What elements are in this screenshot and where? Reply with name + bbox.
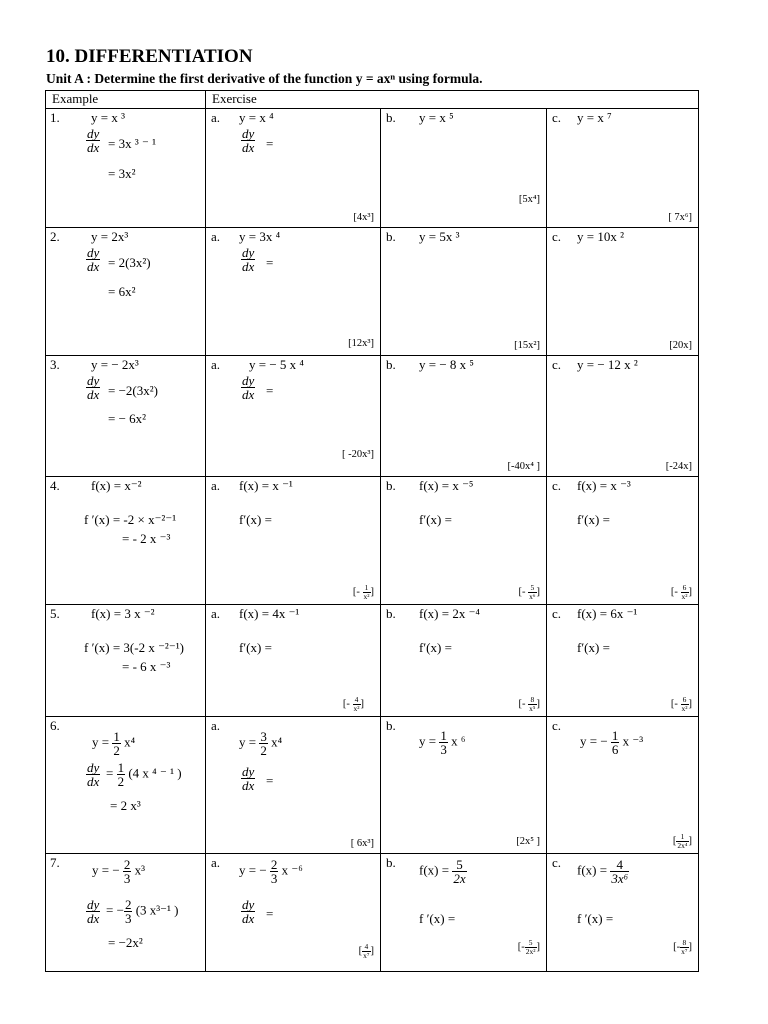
answer-key: [2x⁵ ] <box>516 836 540 847</box>
answer-key: [- $\frac{8}{\text{x⁷}}$ ] <box>673 938 693 956</box>
exercise-cell-a <box>206 228 381 356</box>
exercise-cell-a <box>206 605 381 717</box>
answer-key: [- $\frac{4}{\text{x²}}$ ] <box>342 695 364 713</box>
example-function: y = − 2x³ <box>91 357 139 372</box>
item-label: b. <box>386 606 396 621</box>
item-label: c. <box>552 478 562 493</box>
example-number: 6. <box>50 718 60 733</box>
exercise-cell-c <box>547 477 699 605</box>
item-label: b. <box>386 110 396 125</box>
example-derivative: = $\frac{1}{2}$ (4 x ⁴ ⁻ ¹ ) <box>106 760 182 789</box>
exercise-function: y = − 5 x ⁴ <box>249 357 304 372</box>
derivative-blank: = <box>266 383 274 398</box>
unit-instruction: Unit A : Determine the first derivative of the function y = axⁿ using formula. <box>46 71 483 86</box>
exercise-cell-c <box>547 228 699 356</box>
exercise-cell-a <box>206 356 381 477</box>
example-derivative: = − $\frac{2}{3}$ (3 x³⁻¹ ) <box>106 897 179 926</box>
item-label: c. <box>552 110 562 125</box>
derivative-blank: = <box>266 773 274 788</box>
table-row <box>46 717 699 854</box>
example-function: f(x) = x⁻² <box>91 478 142 493</box>
example-cell <box>46 605 206 717</box>
exercise-function: y = − 12 x ² <box>577 357 638 372</box>
dydx-fraction: $\frac{dy}{dx}$ <box>87 245 100 274</box>
exercise-function: y = x ⁵ <box>419 110 454 125</box>
answer-key: [ $\frac{1}{\text{2x⁴}}$ ] <box>672 832 693 850</box>
derivative-blank: f ′(x) = <box>577 911 614 926</box>
answer-key: [12x³] <box>348 338 374 349</box>
dydx-fraction: $\frac{dy}{dx}$ <box>242 373 255 402</box>
item-label: a. <box>211 110 221 125</box>
exercise-cell-b <box>381 477 547 605</box>
item-label: b. <box>386 855 396 870</box>
example-function: y = − $\frac{2}{3}$ x³ <box>92 857 146 886</box>
answer-key: [- $\frac{6}{\text{x²}}$ ] <box>670 695 693 713</box>
example-result: = −2x² <box>108 935 143 950</box>
example-number: 1. <box>50 110 60 125</box>
exercise-cell-a <box>206 717 381 854</box>
exercise-table <box>45 90 699 972</box>
dydx-fraction: $\frac{dy}{dx}$ <box>242 897 255 926</box>
answer-key: [-24x] <box>665 461 693 472</box>
item-label: c. <box>552 357 562 372</box>
example-number: 7. <box>50 855 60 870</box>
answer-key: [- $\frac{5}{\text{2x²}}$ ] <box>517 938 540 956</box>
header-exercise: Exercise <box>206 91 699 109</box>
exercise-function: y = − $\frac{2}{3}$ x ⁻⁶ <box>239 857 303 886</box>
example-result: = - 6 x ⁻³ <box>122 659 171 674</box>
answer-key: [15x²] <box>514 340 540 351</box>
table-row <box>46 228 699 356</box>
exercise-cell-c <box>547 854 699 972</box>
example-number: 5. <box>50 606 60 621</box>
derivative-blank: f′(x) = <box>239 640 272 655</box>
exercise-cell-a <box>206 477 381 605</box>
answer-key: [-40x⁴ ] <box>507 461 540 472</box>
item-label: a. <box>211 229 221 244</box>
dydx-fraction: $\frac{dy}{dx}$ <box>87 897 100 926</box>
answer-key: [20x] <box>669 340 693 351</box>
exercise-function: f(x) = 4x ⁻¹ <box>239 606 300 621</box>
header-example: Example <box>46 91 206 109</box>
example-cell <box>46 717 206 854</box>
exercise-function: f(x) = $\frac{4}{\text{3x⁶}}$ <box>577 857 629 886</box>
table-row <box>46 109 699 228</box>
answer-key: [5x⁴] <box>518 194 540 205</box>
example-result: = 6x² <box>108 284 136 299</box>
exercise-function: f(x) = x ⁻³ <box>577 478 631 493</box>
exercise-cell-b <box>381 717 547 854</box>
exercise-cell-b <box>381 854 547 972</box>
example-result: = 3x² <box>108 166 136 181</box>
page-title: 10. DIFFERENTIATION <box>46 46 253 67</box>
dydx-fraction: $\frac{dy}{dx}$ <box>87 126 100 155</box>
exercise-cell-b <box>381 605 547 717</box>
exercise-cell-c <box>547 717 699 854</box>
example-cell <box>46 228 206 356</box>
table-row <box>46 477 699 605</box>
example-cell <box>46 854 206 972</box>
example-result: = - 2 x ⁻³ <box>122 531 171 546</box>
example-cell <box>46 477 206 605</box>
exercise-function: y = 10x ² <box>577 229 624 244</box>
exercise-function: y = − $\frac{1}{6}$ x ⁻³ <box>580 728 644 757</box>
table-row <box>46 605 699 717</box>
example-result: = 2 x³ <box>110 798 141 813</box>
example-derivative: = 3x ³ ⁻ ¹ <box>108 136 156 151</box>
dydx-fraction: $\frac{dy}{dx}$ <box>87 373 100 402</box>
answer-key: [ 7x⁶] <box>668 212 693 223</box>
derivative-blank: f′(x) = <box>577 640 610 655</box>
exercise-function: y = 3x ⁴ <box>239 229 281 244</box>
exercise-function: y = 5x ³ <box>419 229 460 244</box>
example-function: y = x ³ <box>91 110 125 125</box>
table-row <box>46 854 699 972</box>
dydx-fraction: $\frac{dy}{dx}$ <box>242 764 255 793</box>
item-label: b. <box>386 357 396 372</box>
exercise-cell-b <box>381 228 547 356</box>
item-label: b. <box>386 478 396 493</box>
answer-key: [ 6x³] <box>350 838 374 849</box>
derivative-blank: f′(x) = <box>419 640 452 655</box>
exercise-function: f(x) = x ⁻¹ <box>239 478 293 493</box>
exercise-cell-b <box>381 356 547 477</box>
example-derivative: f ′(x) = 3(-2 x ⁻²⁻¹) <box>84 640 184 655</box>
exercise-function: f(x) = 6x ⁻¹ <box>577 606 638 621</box>
example-function: f(x) = 3 x ⁻² <box>91 606 155 621</box>
example-function: y = 2x³ <box>91 229 129 244</box>
example-number: 3. <box>50 357 60 372</box>
table-row <box>46 356 699 477</box>
exercise-function: y = − 8 x ⁵ <box>419 357 474 372</box>
exercise-cell-c <box>547 356 699 477</box>
dydx-fraction: $\frac{dy}{dx}$ <box>242 126 255 155</box>
exercise-cell-a <box>206 854 381 972</box>
example-number: 2. <box>50 229 60 244</box>
exercise-cell-c <box>547 605 699 717</box>
exercise-cell-a <box>206 109 381 228</box>
example-derivative: = −2(3x²) <box>108 383 158 398</box>
example-derivative: f ′(x) = -2 × x⁻²⁻¹ <box>84 512 177 527</box>
dydx-fraction: $\frac{dy}{dx}$ <box>87 760 100 789</box>
exercise-function: y = x ⁴ <box>239 110 274 125</box>
derivative-blank: = <box>266 136 274 151</box>
item-label: a. <box>211 478 221 493</box>
example-function: y = $\frac{1}{2}$ x⁴ <box>92 729 136 758</box>
exercise-function: y = $\frac{3}{2}$ x⁴ <box>239 729 283 758</box>
answer-key: [- $\frac{1}{\text{x²}}$ ] <box>352 583 374 601</box>
item-label: c. <box>552 855 562 870</box>
exercise-function: f(x) = x ⁻⁵ <box>419 478 474 493</box>
item-label: b. <box>386 229 396 244</box>
derivative-blank: = <box>266 906 274 921</box>
exercise-cell-b <box>381 109 547 228</box>
answer-key: [- $\frac{5}{\text{x⁶}}$ ] <box>518 583 540 601</box>
item-label: c. <box>552 606 562 621</box>
item-label: a. <box>211 855 221 870</box>
item-label: a. <box>211 606 221 621</box>
item-label: c. <box>552 718 562 733</box>
dydx-fraction: $\frac{dy}{dx}$ <box>242 245 255 274</box>
exercise-function: f(x) = 2x ⁻⁴ <box>419 606 480 621</box>
answer-key: [4x³] <box>353 212 374 223</box>
example-number: 4. <box>50 478 60 493</box>
derivative-blank: f′(x) = <box>239 512 272 527</box>
answer-key: [ -20x³] <box>341 449 374 460</box>
example-cell <box>46 109 206 228</box>
item-label: b. <box>386 718 396 733</box>
item-label: a. <box>211 718 221 733</box>
derivative-blank: = <box>266 255 274 270</box>
item-label: a. <box>211 357 221 372</box>
answer-key: [- $\frac{8}{\text{x⁵}}$ ] <box>518 695 540 713</box>
exercise-function: y = $\frac{1}{3}$ x ⁶ <box>419 728 466 757</box>
exercise-function: y = x ⁷ <box>577 110 612 125</box>
example-result: = − 6x² <box>108 411 147 426</box>
exercise-cell-c <box>547 109 699 228</box>
exercise-function: f(x) = $\frac{5}{2x}$ <box>419 857 466 886</box>
item-label: c. <box>552 229 562 244</box>
derivative-blank: f′(x) = <box>577 512 610 527</box>
derivative-blank: f′(x) = <box>419 512 452 527</box>
derivative-blank: f ′(x) = <box>419 911 456 926</box>
answer-key: [- $\frac{6}{\text{x²}}$ ] <box>670 583 693 601</box>
example-derivative: = 2(3x²) <box>108 255 151 270</box>
answer-key: [ $\frac{4}{\text{x⁷}}$ ] <box>358 942 374 960</box>
example-cell <box>46 356 206 477</box>
